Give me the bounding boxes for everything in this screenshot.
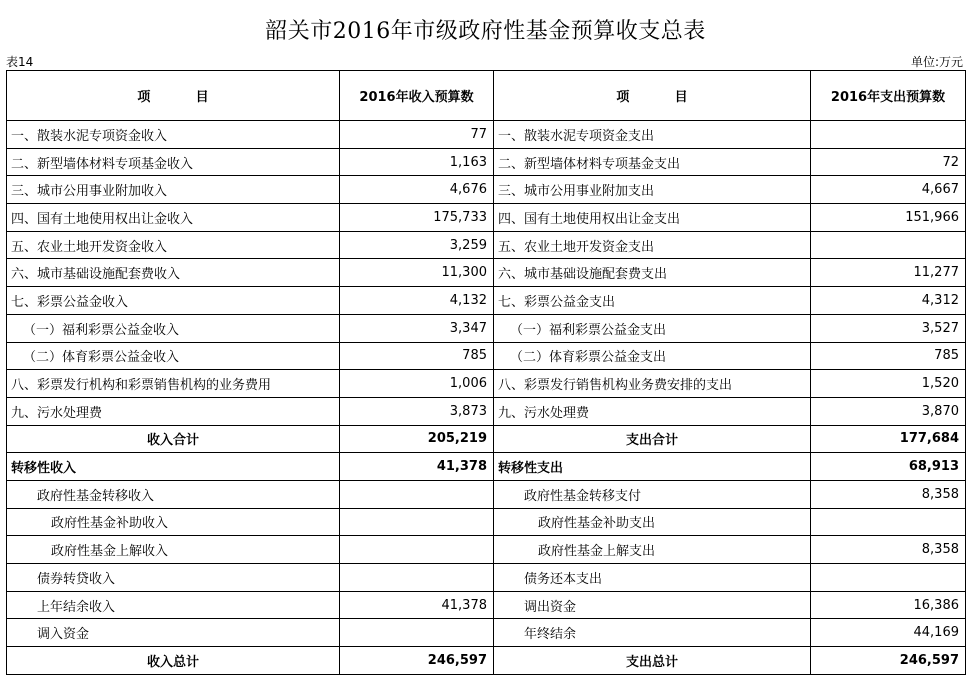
- expense-value-cell: 16,386: [811, 591, 966, 619]
- table-row: [7, 342, 966, 370]
- expense-value-cell: 68,913: [811, 453, 966, 481]
- expense-item-cell: 九、污水处理费: [494, 397, 811, 425]
- header-expense-budget: 2016年支出预算数: [811, 71, 966, 121]
- income-value-cell: 3,873: [340, 397, 494, 425]
- income-value-cell: 41,378: [340, 591, 494, 619]
- total-row: [7, 647, 966, 675]
- income-item-cell: 收入合计: [7, 425, 340, 453]
- income-value-cell: 4,132: [340, 287, 494, 315]
- expense-item-cell: 年终结余: [494, 619, 811, 647]
- expense-value-cell: 177,684: [811, 425, 966, 453]
- table-row: [7, 287, 966, 315]
- page-title: 韶关市2016年市级政府性基金预算收支总表: [265, 19, 706, 44]
- income-item-cell: 政府性基金补助收入: [7, 508, 340, 536]
- income-value-cell: [340, 508, 494, 536]
- income-value-cell: 11,300: [340, 259, 494, 287]
- header-row: [7, 71, 966, 121]
- income-value-cell: [340, 480, 494, 508]
- expense-value-cell: 4,312: [811, 287, 966, 315]
- expense-value-cell: 72: [811, 148, 966, 176]
- expense-item-cell: （二）体育彩票公益金支出: [494, 342, 811, 370]
- income-item-cell: 债券转贷收入: [7, 564, 340, 592]
- header-item-income: 项 目: [7, 71, 340, 121]
- expense-item-cell: 支出合计: [494, 425, 811, 453]
- table-number: 表14: [6, 55, 34, 69]
- table-row: [7, 204, 966, 232]
- income-value-cell: 4,676: [340, 176, 494, 204]
- expense-item-cell: 调出资金: [494, 591, 811, 619]
- expense-value-cell: 44,169: [811, 619, 966, 647]
- income-item-cell: 七、彩票公益金收入: [7, 287, 340, 315]
- income-value-cell: 1,163: [340, 148, 494, 176]
- income-item-cell: 政府性基金上解收入: [7, 536, 340, 564]
- income-item-cell: 六、城市基础设施配套费收入: [7, 259, 340, 287]
- expense-value-cell: 3,527: [811, 314, 966, 342]
- table-row: [7, 370, 966, 398]
- income-item-cell: 三、城市公用事业附加收入: [7, 176, 340, 204]
- income-value-cell: 1,006: [340, 370, 494, 398]
- expense-value-cell: 11,277: [811, 259, 966, 287]
- table-row: [7, 397, 966, 425]
- table-row: [7, 591, 966, 619]
- expense-item-cell: 六、城市基础设施配套费支出: [494, 259, 811, 287]
- expense-value-cell: [811, 508, 966, 536]
- expense-value-cell: 8,358: [811, 536, 966, 564]
- table-row: [7, 619, 966, 647]
- expense-item-cell: （一）福利彩票公益金支出: [494, 314, 811, 342]
- table-row: [7, 480, 966, 508]
- income-value-cell: 205,219: [340, 425, 494, 453]
- income-item-cell: （一）福利彩票公益金收入: [7, 314, 340, 342]
- income-item-cell: 转移性收入: [7, 453, 340, 481]
- income-value-cell: 3,259: [340, 231, 494, 259]
- expense-value-cell: [811, 121, 966, 149]
- table-row: [7, 536, 966, 564]
- expense-item-cell: 政府性基金补助支出: [494, 508, 811, 536]
- income-item-cell: （二）体育彩票公益金收入: [7, 342, 340, 370]
- income-value-cell: 77: [340, 121, 494, 149]
- expense-item-cell: 八、彩票发行销售机构业务费安排的支出: [494, 370, 811, 398]
- header-income-budget: 2016年收入预算数: [340, 71, 494, 121]
- income-item-cell: 五、农业土地开发资金收入: [7, 231, 340, 259]
- income-value-cell: 175,733: [340, 204, 494, 232]
- expense-value-cell: 3,870: [811, 397, 966, 425]
- unit-label: 单位:万元: [910, 55, 963, 69]
- header-item-expense: 项 目: [494, 71, 811, 121]
- income-item-cell: 收入总计: [7, 647, 340, 675]
- income-value-cell: 246,597: [340, 647, 494, 675]
- table-row: [7, 508, 966, 536]
- table-row: [7, 148, 966, 176]
- income-item-cell: 九、污水处理费: [7, 397, 340, 425]
- income-value-cell: 41,378: [340, 453, 494, 481]
- expense-item-cell: 二、新型墙体材料专项基金支出: [494, 148, 811, 176]
- expense-item-cell: 七、彩票公益金支出: [494, 287, 811, 315]
- expense-item-cell: 政府性基金上解支出: [494, 536, 811, 564]
- expense-item-cell: 支出总计: [494, 647, 811, 675]
- income-item-cell: 二、新型墙体材料专项基金收入: [7, 148, 340, 176]
- income-value-cell: [340, 619, 494, 647]
- expense-value-cell: 785: [811, 342, 966, 370]
- expense-item-cell: 四、国有土地使用权出让金支出: [494, 204, 811, 232]
- expense-item-cell: 五、农业土地开发资金支出: [494, 231, 811, 259]
- table-row: [7, 121, 966, 149]
- subtotal-row: [7, 425, 966, 453]
- table-row: [7, 176, 966, 204]
- income-item-cell: 上年结余收入: [7, 591, 340, 619]
- budget-table: [6, 70, 966, 675]
- expense-value-cell: [811, 231, 966, 259]
- expense-item-cell: 转移性支出: [494, 453, 811, 481]
- table-row: [7, 259, 966, 287]
- income-value-cell: 3,347: [340, 314, 494, 342]
- income-item-cell: 政府性基金转移收入: [7, 480, 340, 508]
- expense-item-cell: 政府性基金转移支付: [494, 480, 811, 508]
- expense-value-cell: 8,358: [811, 480, 966, 508]
- expense-item-cell: 一、散装水泥专项资金支出: [494, 121, 811, 149]
- expense-item-cell: 债务还本支出: [494, 564, 811, 592]
- income-item-cell: 四、国有土地使用权出让金收入: [7, 204, 340, 232]
- income-item-cell: 一、散装水泥专项资金收入: [7, 121, 340, 149]
- expense-value-cell: [811, 564, 966, 592]
- income-value-cell: 785: [340, 342, 494, 370]
- income-value-cell: [340, 536, 494, 564]
- expense-value-cell: 246,597: [811, 647, 966, 675]
- expense-value-cell: 4,667: [811, 176, 966, 204]
- expense-value-cell: 151,966: [811, 204, 966, 232]
- income-item-cell: 调入资金: [7, 619, 340, 647]
- table-row: [7, 564, 966, 592]
- income-item-cell: 八、彩票发行机构和彩票销售机构的业务费用: [7, 370, 340, 398]
- table-row: [7, 314, 966, 342]
- transfer-row: [7, 453, 966, 481]
- table-row: [7, 231, 966, 259]
- expense-item-cell: 三、城市公用事业附加支出: [494, 176, 811, 204]
- expense-value-cell: 1,520: [811, 370, 966, 398]
- income-value-cell: [340, 564, 494, 592]
